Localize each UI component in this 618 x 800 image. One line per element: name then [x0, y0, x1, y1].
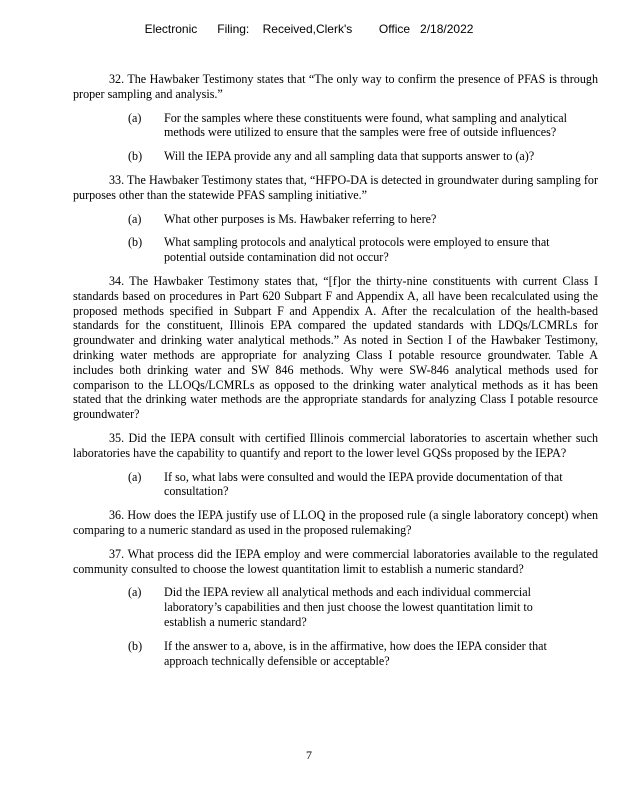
subitem-label: (a) — [128, 110, 142, 125]
subitem-32b — [73, 149, 598, 164]
paragraph-32: 32. The Hawbaker Testimony states that “The only way to confirm the presence of PFAS is through proper sampling and analysis.” — [73, 72, 598, 101]
document-body — [73, 72, 598, 668]
subitem-35a — [73, 470, 598, 500]
subitem-label: (b) — [128, 149, 143, 164]
subitem-label: (a) — [128, 585, 142, 600]
paragraph-35: 35. Did the IEPA consult with certified Illinois commercial laboratories to ascertain whether such laboratories have the capability to quantify and report to the lower level GQSs proposed by the IEPA? — [73, 430, 598, 460]
subitem-text: Will the IEPA provide any and all sampling data that supports answer to (a)? — [164, 149, 535, 164]
page-number: 7 — [306, 748, 312, 762]
subitem-text: If the answer to a, above, is in the affirmative, how does the IEPA consider that approach technically defensible or acceptable? — [164, 638, 547, 668]
subitem-label: (b) — [128, 638, 143, 653]
subitem-text: For the samples where these constituents were found, what sampling and analytical methods were utilized to ensure that the samples were free of outside influences? — [164, 110, 568, 140]
paragraph-36: 36. How does the IEPA justify use of LLOQ in the proposed rule (a single laboratory concept) when comparing to a numeric standard as used in the proposed rulemaking? — [73, 508, 598, 537]
paragraph-33: 33. The Hawbaker Testimony states that, “HFPO-DA is detected in groundwater during sampling for purposes other than the statewide PFAS sampling initiative.” — [73, 172, 598, 202]
subitem-37a — [73, 585, 598, 629]
paragraph-34: 34. The Hawbaker Testimony states that, “[f]or the thirty-nine constituents with current Class I standards based on procedures in Part 620 Subpart F and Appendix A, all have been recalculated using the proposed methods specified in Subpart F and Appendix A. After the recalculation of the health-based standards for the constituent, Illinois EPA compared the updated standards with LDQs/LCMRLs for groundwater and drinking water analytical methods.” As noted in Section I of the Hawbaker Testimony, drinking water methods are appropriate for analyzing Class I potable resource groundwater. Table A includes both drinking water and SW 846 methods. Why were SW-846 analytical methods used for comparison to the LLOQs/LCMRLs as opposed to the drinking water analytical methods as it has been stated that the drinking water methods are the appropriate standards for analyzing Class I potable resource groundwater? — [73, 273, 598, 422]
subitem-text: Did the IEPA review all analytical methods and each individual commercial laboratory’s capabilities and then just choose the lowest quantitation limit to establish a numeric standard? — [164, 585, 533, 629]
subitem-label: (a) — [128, 469, 142, 484]
subitem-label: (b) — [128, 235, 143, 250]
subitem-text: If so, what labs were consulted and would the IEPA provide documentation of that consultation? — [164, 469, 563, 499]
subitem-label: (a) — [128, 211, 142, 226]
filing-header: Electronic Filing: Received,Clerk's Office 2/18/2022 — [144, 22, 474, 36]
subitem-text: What sampling protocols and analytical protocols were employed to ensure that potential outside contamination did not occur? — [164, 235, 550, 265]
subitem-33a — [73, 212, 598, 227]
paragraph-37: 37. What process did the IEPA employ and were commercial laboratories available to the regulated community consulted to choose the lowest quantitation limit to establish a numeric standard? — [73, 546, 598, 576]
subitem-33b — [73, 235, 598, 265]
subitem-text: What other purposes is Ms. Hawbaker referring to here? — [164, 211, 437, 226]
subitem-37b — [73, 639, 598, 669]
subitem-32a — [73, 111, 598, 141]
